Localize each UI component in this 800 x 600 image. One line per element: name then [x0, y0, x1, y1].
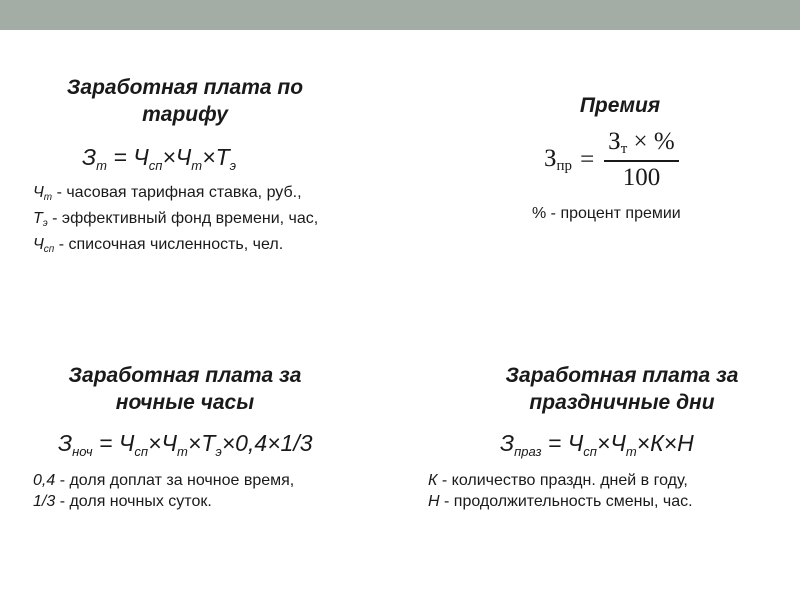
slide-top-bar — [0, 0, 800, 30]
holiday-formula: $З_{праз} = Ч_{сп}\times Ч_т\times К\times Н$ — [500, 430, 694, 459]
tariff-desc-line: $Т_э$ - эффективный фонд времени, час, — [33, 210, 319, 229]
tariff-desc-line: $Ч_{сп}$ - списочная численность, чел. — [33, 236, 284, 255]
night-desc-line: 0,4 - доля доплат за ночное время, — [33, 472, 295, 489]
tariff-title: Заработная плата по тарифу — [66, 76, 304, 126]
night-desc-line: 1/3 - доля ночных суток. — [33, 493, 212, 510]
night-description — [33, 470, 294, 512]
holiday-title: Заработная плата за праздничные дни — [505, 364, 739, 414]
bonus-description: % - процент премии — [532, 205, 681, 222]
holiday-desc-line: К - количество праздн. дней в году, — [428, 472, 688, 489]
bonus-fraction: $\frac{З_т \times \%}{100}$ — [604, 128, 679, 192]
tariff-desc-line: $Ч_т$ - часовая тарифная ставка, руб., — [33, 184, 302, 203]
bonus-title: Премия — [579, 94, 661, 117]
tariff-description — [33, 182, 318, 260]
bonus-formula: $З_{пр}$ = $\frac{З_т \times \%}{100}$ — [544, 128, 679, 192]
tariff-formula: $З_т = Ч_{сп}\times Ч_т\times Т_э$ — [82, 144, 237, 173]
holiday-description — [428, 470, 693, 512]
holiday-desc-line: Н - продолжительность смены, час. — [428, 493, 693, 510]
night-formula: $З_{ноч} = Ч_{сп}\times Ч_т\times Т_э\times 0,4\times 1/3$ — [58, 430, 313, 459]
night-title: Заработная плата за ночные часы — [68, 364, 302, 414]
